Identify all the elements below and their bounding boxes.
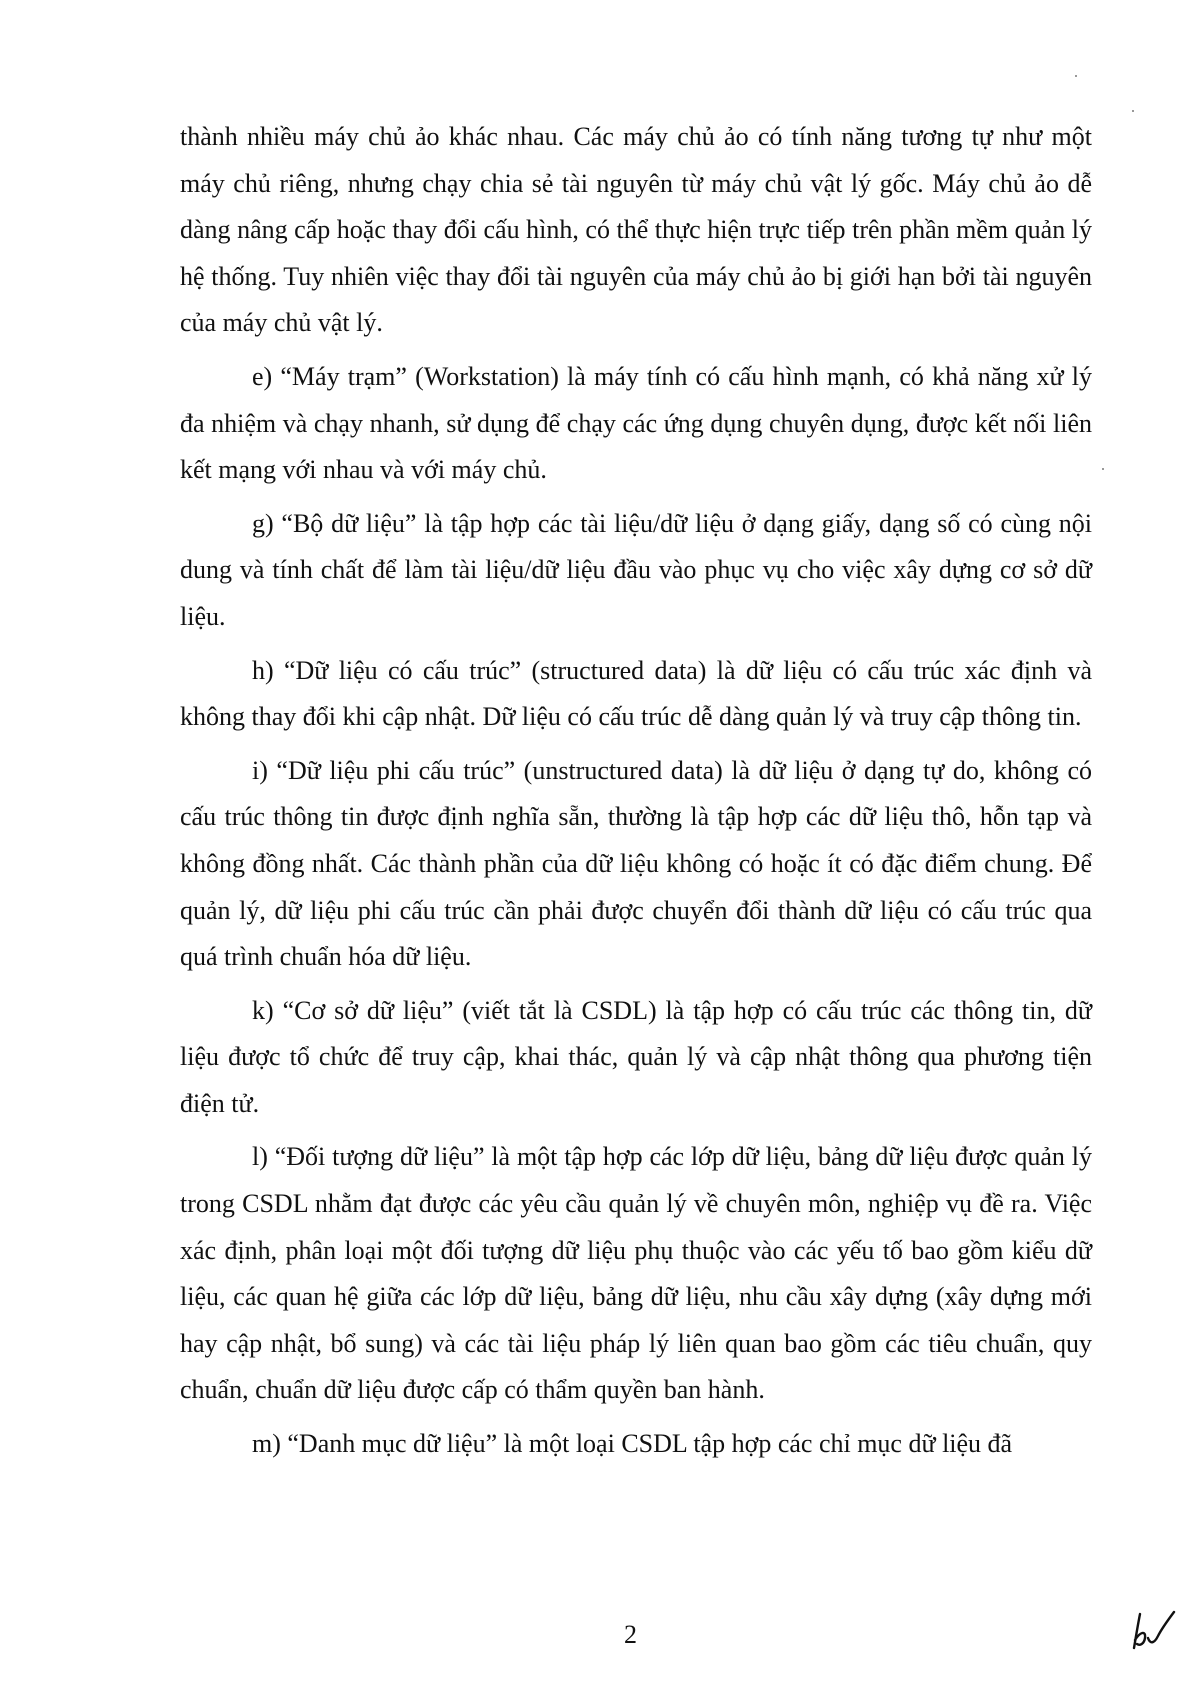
paragraph-continuation: thành nhiều máy chủ ảo khác nhau. Các máy chủ ảo có tính năng tương tự như một máy chủ riêng, nhưng chạy chia sẻ tài nguyên từ máy chủ vật lý gốc. Máy chủ ảo dễ dàng nâng cấp hoặc thay đổi cấu hình, có thể thực hiện trực tiếp trên phần mềm quản lý hệ thống. Tuy nhiên việc thay đổi tài nguyên của máy chủ ảo bị giới hạn bởi tài nguyên của máy chủ vật lý. [180,122,1092,338]
page-number: 2 [624,1620,637,1649]
scan-speck [1075,75,1077,77]
scan-speck [1132,110,1134,112]
paragraph-h: h) “Dữ liệu có cấu trúc” (structured data) là dữ liệu có cấu trúc xác định và không thay đổi khi cập nhật. Dữ liệu có cấu trúc dễ dàng quản lý và truy cập thông tin. [180,655,1092,732]
document-body [180,114,1092,1475]
paragraph-g: g) “Bộ dữ liệu” là tập hợp các tài liệu/dữ liệu ở dạng giấy, dạng số có cùng nội dung và tính chất để làm tài liệu/dữ liệu đầu vào phục vụ cho việc xây dựng cơ sở dữ liệu. [180,508,1092,631]
scan-speck [1102,468,1104,470]
paragraph-l: l) “Đối tượng dữ liệu” là một tập hợp các lớp dữ liệu, bảng dữ liệu được quản lý trong CSDL nhằm đạt được các yêu cầu quản lý về chuyên môn, nghiệp vụ đề ra. Việc xác định, phân loại một đối tượng dữ liệu phụ thuộc vào các yếu tố bao gồm kiểu dữ liệu, các quan hệ giữa các lớp dữ liệu, bảng dữ liệu, nhu cầu xây dựng (xây dựng mới hay cập nhật, bổ sung) và các tài liệu pháp lý liên quan bao gồm các tiêu chuẩn, quy chuẩn, chuẩn dữ liệu được cấp có thẩm quyền ban hành. [180,1142,1092,1405]
paragraph-m: m) “Danh mục dữ liệu” là một loại CSDL tập hợp các chỉ mục dữ liệu đã [252,1429,1013,1459]
paragraph-e: e) “Máy trạm” (Workstation) là máy tính có cấu hình mạnh, có khả năng xử lý đa nhiệm và chạy nhanh, sử dụng để chạy các ứng dụng chuyên dụng, được kết nối liên kết mạng với nhau và với máy chủ. [180,361,1092,485]
paragraph-k: k) “Cơ sở dữ liệu” (viết tắt là CSDL) là tập hợp có cấu trúc các thông tin, dữ liệu được tổ chức để truy cập, khai thác, quản lý và cập nhật thông qua phương tiện điện tử. [180,995,1092,1118]
handwritten-initials-signature [1128,1608,1178,1652]
paragraph-i: i) “Dữ liệu phi cấu trúc” (unstructured data) là dữ liệu ở dạng tự do, không có cấu trúc thông tin được định nghĩa sẵn, thường là tập hợp các dữ liệu thô, hỗn tạp và không đồng nhất. Các thành phần của dữ liệu không có hoặc ít có đặc điểm chung. Để quản lý, dữ liệu phi cấu trúc cần phải được chuyển đổi thành dữ liệu có cấu trúc qua quá trình chuẩn hóa dữ liệu. [180,755,1092,972]
